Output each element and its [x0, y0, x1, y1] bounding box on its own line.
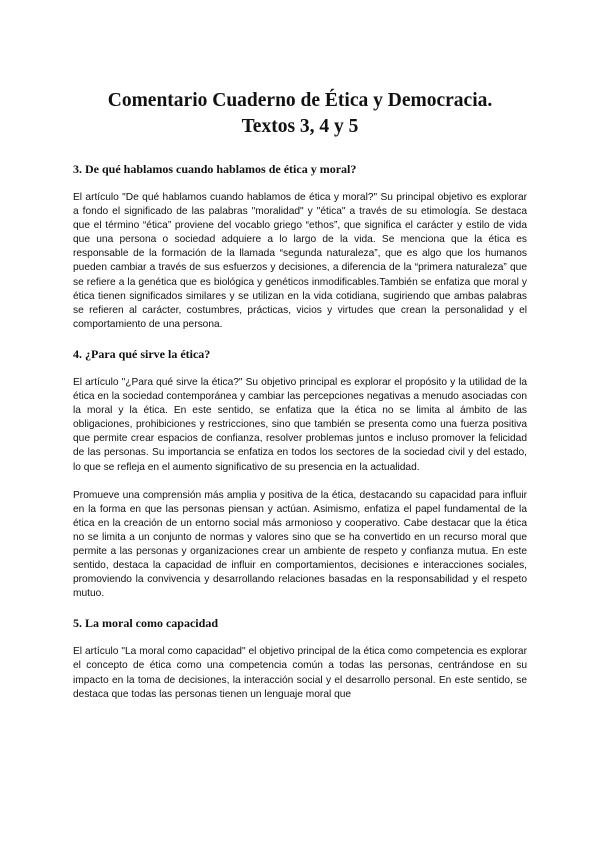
section-5	[73, 615, 527, 701]
section-heading: 4. ¿Para qué sirve la ética?	[73, 346, 211, 361]
section-heading: 3. De qué hablamos cuando hablamos de ética y moral?	[73, 162, 357, 176]
paragraph: Promueve una comprensión más amplia y positiva de la ética, destacando su capacidad para influir en la forma en que las personas piensan y actúan. Asimismo, enfatiza el papel fundamental de la ética en la creación de un entorno social más armonioso y cooperativo. Cabe destacar que la ética no se limita a un conjunto de normas y valores sino que se ha convertido en un recurso moral que permite a las personas y organizaciones crear un ambiente de respeto y confianza mutua. En este sentido, destaca la capacidad de influir en comportamientos, decisiones e interacciones sociales, promoviendo la convivencia y desarrollando relaciones basadas en la responsabilidad y el respeto mutuo.	[73, 489, 527, 600]
document-title	[73, 88, 527, 140]
title-line-2: Textos 3, 4 y 5	[241, 116, 359, 137]
paragraph: El artículo "La moral como capacidad" el objetivo principal de la ética como competencia es explorar el concepto de ética como una competencia común a todas las personas, centrándose en su impacto en la toma de decisiones, la interacción social y el desarrollo personal. En este sentido, se destaca que todas las personas tienen un lenguaje moral que	[73, 646, 527, 700]
paragraph: El artículo "De qué hablamos cuando hablamos de ética y moral?" Su principal objetivo es explorar a fondo el significado de las palabras "moralidad" y "ética" a través de su etimología. Se destaca que el término “ética” proviene del vocablo griego “ethos”, que significa el carácter y estilo de vida que una persona o sociedad adquiere a lo largo de la vida. Se menciona que la ética es responsable de la formación de la llamada “segunda naturaleza”, que es algo que los humanos pueden cambiar a través de sus esfuerzos y decisiones, a diferencia de la “primera naturaleza” que se refiere a la genética que es biológica y genéticos inmodificables.También se enfatiza que moral y ética tienen significados similares y se utilizan en la vida cotidiana, sugiriendo que ambas palabras se refieren al carácter, costumbres, prácticas, vicios y virtudes que crean la personalidad y el comportamiento de una persona.	[73, 192, 527, 330]
paragraph: El artículo "¿Para qué sirve la ética?" Su objetivo principal es explorar el propósito y la utilidad de la ética en la sociedad contemporánea y cambiar las percepciones negativas a menudo asociadas con la moral y la ética. En este sentido, se enfatiza que la ética no se limita al ámbito de las obligaciones, prohibiciones y restricciones, sino que también se presenta como una fuerza positiva que permite crear espacios de confianza, resolver problemas juntos e incluso promover la felicidad de las personas. Su importancia se enfatiza en todos los sectores de la sociedad civil y del estado, lo que se refleja en el aumento significativo de su presencia en la actualidad.	[73, 376, 527, 473]
section-4	[73, 346, 527, 601]
section-heading: 5. La moral como capacidad	[73, 616, 218, 631]
title-line-1: Comentario Cuaderno de Ética y Democracia.	[107, 90, 493, 111]
section-3	[73, 161, 527, 332]
